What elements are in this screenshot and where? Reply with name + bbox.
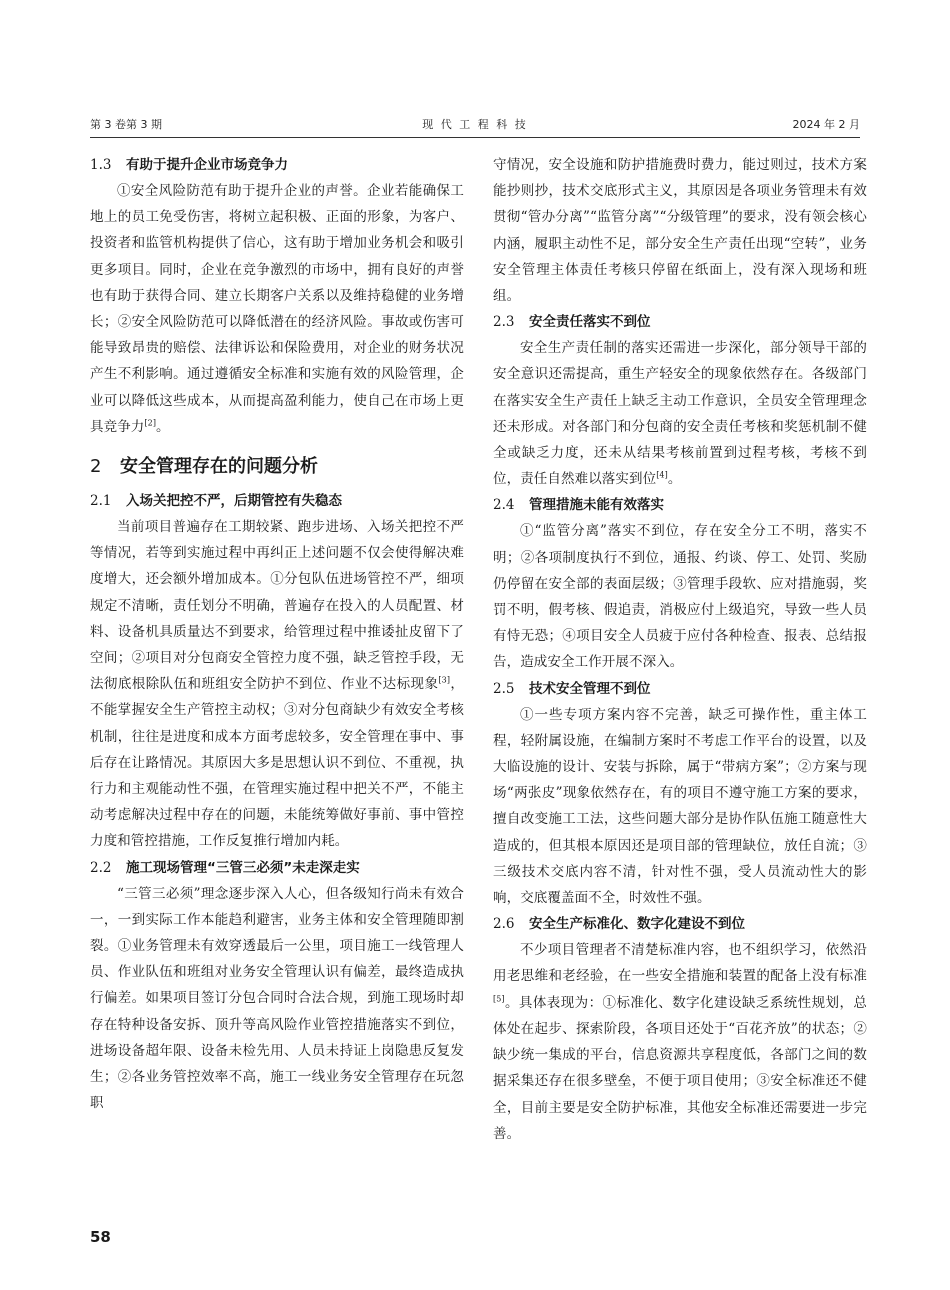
running-header	[90, 116, 860, 134]
paragraph-text: 。具体表现为：①标准化、数字化建设缺乏系统性规划，总体处在起步、探索阶段，各项目还处于“百花齐放”的状态；②缺少统一集成的平台，信息资源共享程度低，各部门之间的数据采集还存在很多壁垒，不便于项目使用；③安全标准还不健全，目前主要是安全防护标准，其他安全标准还需要进一步完善。	[493, 994, 867, 1142]
paragraph-text: 安全生产责任制的落实还需进一步深化，部分领导干部的安全意识还需提高，重生产轻安全的现象依然存在。各级部门在落实安全生产责任上缺乏主动工作意识，全员安全管理理念还未形成。对各部门和分包商的安全责任考核和奖惩机制不健全或缺乏力度，还未从结果考核前置到过程考核，考核不到位，责任自然难以落实到位	[493, 340, 867, 488]
citation-ref[interactable]: [5]	[493, 994, 505, 1004]
section-2-1-heading	[90, 488, 464, 514]
section-title: 安全责任落实不到位	[529, 314, 651, 331]
section-2-2-heading	[90, 855, 464, 881]
section-2-2-paragraph: “三管三必须”理念逐步深入人心，但各级知行尚未有效合一，一到实际工作本能趋利避害，业务主体和安全管理随即割裂。①业务管理未有效穿透最后一公里，项目施工一线管理人员、作业队伍和班组对业务安全管理认识有偏差，最终造成执行偏差。如果项目签订分包合同时合法合规，到施工现场时却存在特种设备安拆、顶升等高风险作业管控措施落实不到位，进场设备超年限、设备未检先用、人员未持证上岗隐患反复发生；②各业务管控效率不高，施工一线业务安全管理存在玩忽职	[90, 885, 464, 1112]
section-title: 安全管理存在的问题分析	[120, 456, 318, 478]
right-column	[493, 152, 867, 1147]
section-2-3-paragraph	[493, 335, 867, 492]
header-rule	[90, 137, 860, 138]
paragraph-text: ①安全风险防范有助于提升企业的声誉。企业若能确保工地上的员工免受伤害，将树立起积极、正面的形象，为客户、投资者和监管机构提供了信心，这有助于增加业务机会和吸引更多项目。同时，企业在竞争激烈的市场中，拥有良好的声誉也有助于获得合同、建立长期客户关系以及维持稳健的业务增长；②安全风险防范可以降低潜在的经济风险。事故或伤害可能导致昂贵的赔偿、法律诉讼和保险费用，对企业的财务状况产生不利影响。通过遵循安全标准和实施有效的风险管理，企业可以降低这些成本，从而提高盈利能力，使自己在市场上更具竞争力	[90, 183, 464, 435]
citation-ref[interactable]: [3]	[438, 675, 451, 685]
section-number: 2	[90, 456, 102, 478]
section-title: 安全生产标准化、数字化建设不到位	[529, 916, 745, 933]
section-title: 入场关把控不严，后期管控有失稳态	[126, 493, 342, 510]
section-title: 施工现场管理“三管三必须”未走深走实	[126, 859, 360, 876]
paragraph-end: 。	[667, 471, 682, 488]
section-number: 2.1	[90, 493, 112, 510]
section-2-6-paragraph	[493, 937, 867, 1147]
section-2-6-heading	[493, 911, 867, 937]
section-1-3-heading	[90, 152, 464, 178]
section-2-5-paragraph: ①一些专项方案内容不完善，缺乏可操作性，重主体工程，轻附属设施，在编制方案时不考虑工作平台的设置，以及大临设施的设计、安装与拆除，属于“带病方案”；②方案与现场“两张皮”现象依然存在，有的项目不遵守施工方案的要求，擅自改变施工工法，这些问题大部分是协作队伍施工随意性大造成的，但其根本原因还是项目部的管理缺位，放任自流；③三级技术交底内容不清，针对性不强，受人员流动性大的影响，交底覆盖面不全，时效性不强。	[493, 706, 867, 907]
journal-title: 现 代 工 程 科 技	[422, 118, 528, 131]
citation-ref[interactable]: [2]	[144, 418, 157, 428]
section-number: 1.3	[90, 157, 112, 173]
section-number: 2.5	[493, 680, 515, 697]
issue-date: 2024 年 2 月	[792, 118, 860, 131]
journal-volume: 第 3 卷第 3 期	[90, 118, 162, 131]
section-2-1-paragraph	[90, 514, 464, 855]
left-column	[90, 152, 464, 1117]
section-title: 管理措施未能有效落实	[529, 497, 664, 514]
section-title: 有助于提升企业市场竞争力	[126, 157, 288, 173]
section-title: 技术安全管理不到位	[529, 680, 651, 697]
paragraph-text: 不少项目管理者不清楚标准内容，也不组织学习，依然沿用老思维和老经验，在一些安全措施和装置的配备上没有标准	[493, 942, 867, 985]
section-2-2-continuation: 守情况，安全设施和防护措施费时费力，能过则过，技术方案能抄则抄，技术交底形式主义，其原因是各项业务管理未有效贯彻“管办分离”“监管分离”“分级管理”的要求，没有领会核心内涵，履职主动性不足，部分安全生产责任出现“空转”，业务安全管理主体责任考核只停留在纸面上，没有深入现场和班组。	[493, 157, 867, 305]
section-2-4-paragraph: ①“监管分离”落实不到位，存在安全分工不明，落实不明；②各项制度执行不到位，通报、约谈、停工、处罚、奖励仍停留在安全部的表面层级；③管理手段软、应对措施弱，奖罚不明，假考核、假追责，消极应付上级追究，导致一些人员有恃无恐；④项目安全人员疲于应付各种检查、报表、总结报告，造成安全工作开展不深入。	[493, 523, 867, 671]
section-number: 2.4	[493, 497, 515, 514]
citation-ref[interactable]: [4]	[656, 470, 668, 480]
page-number: 58	[90, 1228, 111, 1246]
paragraph-text: ，不能掌握安全生产管控主动权；③对分包商缺少有效安全考核机制，往往是进度和成本方面考虑较多，安全管理在事中、事后存在让路情况。其原因大多是思想认识不到位、不重视，执行力和主观能动性不强，在管理实施过程中把关不严，不能主动考虑解决过程中存在的问题，未能统筹做好事前、事中管控力度和管控措施，工作反复推行增加内耗。	[90, 676, 464, 850]
section-number: 2.2	[90, 859, 112, 876]
section-number: 2.3	[493, 314, 515, 331]
section-2-4-heading	[493, 492, 867, 518]
section-2-5-heading	[493, 676, 867, 702]
section-number: 2.6	[493, 916, 515, 933]
paragraph-text: 当前项目普遍存在工期较紧、跑步进场、入场关把控不严等情况，若等到实施过程中再纠正上述问题不仅会使得解决难度增大，还会额外增加成本。①分包队伍进场管控不严，细项规定不清晰，责任划分不明确，普遍存在投入的人员配置、材料、设备机具质量达不到要求，给管理过程中推诿扯皮留下了空间；②项目对分包商安全管控力度不强，缺乏管控手段，无法彻底根除队伍和班组安全防护不到位、作业不达标现象	[90, 519, 464, 693]
section-2-heading	[90, 452, 464, 482]
section-1-3-paragraph	[90, 178, 464, 440]
paragraph-end: 。	[156, 418, 170, 435]
section-2-3-heading	[493, 309, 867, 335]
